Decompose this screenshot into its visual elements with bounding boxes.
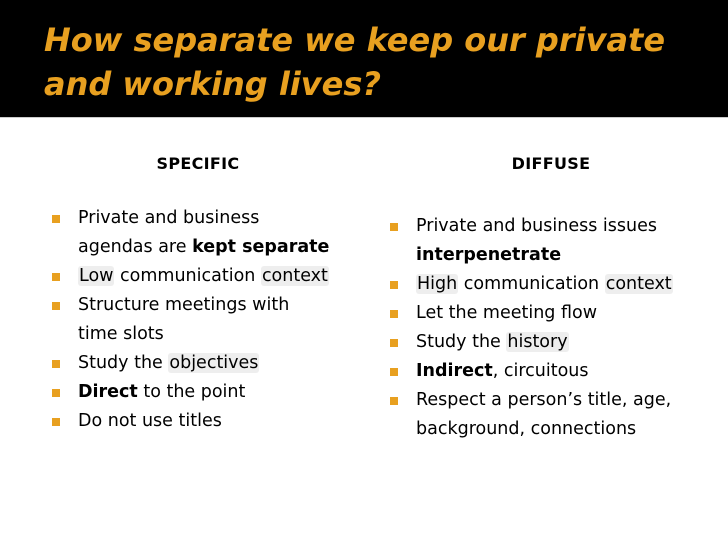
list-item: Study the objectives <box>48 349 366 378</box>
square-bullet-icon <box>390 281 398 289</box>
list-item: Indirect, circuitous <box>386 357 716 386</box>
specific-column <box>48 150 366 436</box>
square-bullet-icon <box>390 368 398 376</box>
list-item: High communication context <box>386 270 716 299</box>
square-bullet-icon <box>52 389 60 397</box>
specific-list <box>48 204 366 436</box>
slide-title <box>44 18 684 106</box>
square-bullet-icon <box>52 302 60 310</box>
list-item: Low communication context <box>48 262 366 291</box>
title-line-2: and working lives? <box>44 65 381 103</box>
list-item: Structure meetings with time slots <box>48 291 366 349</box>
diffuse-heading: DIFFUSE <box>511 154 591 173</box>
list-item: Do not use titles <box>48 407 366 436</box>
square-bullet-icon <box>52 215 60 223</box>
square-bullet-icon <box>390 223 398 231</box>
diffuse-list <box>386 212 716 444</box>
square-bullet-icon <box>52 360 60 368</box>
diffuse-column <box>386 150 716 444</box>
specific-heading: SPECIFIC <box>156 154 240 173</box>
square-bullet-icon <box>52 418 60 426</box>
square-bullet-icon <box>390 310 398 318</box>
list-item: Direct to the point <box>48 378 366 407</box>
square-bullet-icon <box>390 339 398 347</box>
square-bullet-icon <box>52 273 60 281</box>
list-item: Private and business issues interpenetrate <box>386 212 716 270</box>
title-divider <box>0 117 728 118</box>
list-item: Private and business agendas are kept separate <box>48 204 366 262</box>
list-item: Respect a person’s title, age, background, connections <box>386 386 716 444</box>
list-item: Study the history <box>386 328 716 357</box>
list-item: Let the meeting flow <box>386 299 716 328</box>
title-line-1: How separate we keep our private <box>44 21 666 59</box>
square-bullet-icon <box>390 397 398 405</box>
